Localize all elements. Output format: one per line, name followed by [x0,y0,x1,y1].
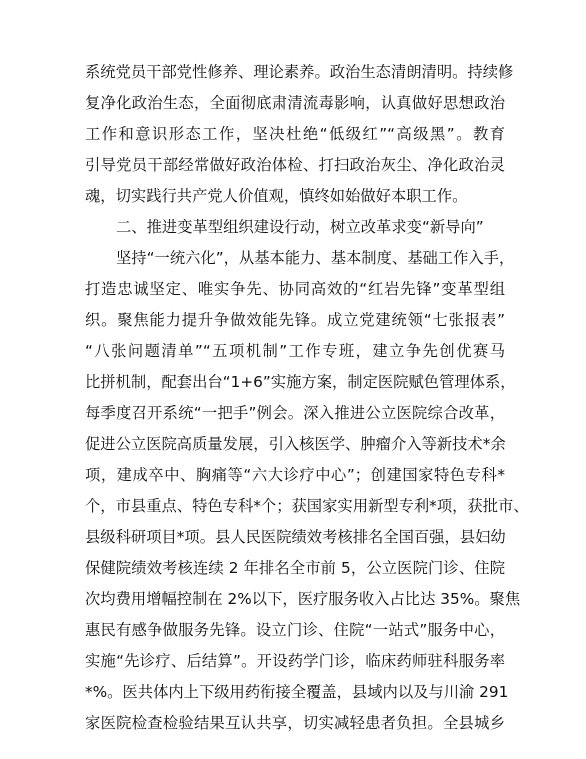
paragraph-line: “八张问题清单”“五项机制”工作专班，建立争先创优赛马 [85,342,505,360]
paragraph-line: 次均费用增幅控制在 2%以下，医疗服务收入占比达 35%。聚焦 [85,590,521,608]
paragraph-line: 实施“先诊疗、后结算”。开设药学门诊，临床药师驻科服务率 [85,652,505,670]
paragraph-line: 比拼机制，配套出台“1+6”实施方案，制定医院赋色管理体系， [85,373,516,391]
paragraph-line: 坚持“一统六化”，从基本能力、基本制度、基础工作入手， [116,249,515,267]
paragraph-line: 织。聚焦能力提升争做效能先锋。成立党建统领“七张报表” [85,311,505,329]
paragraph-line: 每季度召开系统“一把手”例会。深入推进公立医院综合改革， [85,404,505,422]
paragraph-line: 家医院检查检验结果互认共享，切实减轻患者负担。全县城乡 [85,714,505,732]
paragraph-line: 工作和意识形态工作，坚决杜绝“低级红”“高级黑”。教育 [85,125,505,143]
paragraph-line: 惠民有感争做服务先锋。设立门诊、住院“一站式”服务中心， [85,621,505,639]
paragraph-line: 魂，切实践行共产党人价值观，慎终如始做好本职工作。 [85,187,468,205]
paragraph-line: 个，市县重点、特色专科*个；获国家实用新型专利*项，获批市、 [85,497,529,515]
paragraph-line: 项，建成卒中、胸痛等“六大诊疗中心”；创建国家特色专科* [85,466,505,484]
section-heading: 二、推进变革型组织建设行动，树立改革求变“新导向” [116,218,484,236]
paragraph-line: 打造忠诚坚定、唯实争先、协同高效的“红岩先锋”变革型组 [85,280,505,298]
paragraph-line: 系统党员干部党性修养、理论素养。政治生态清朗清明。持续修 [85,63,514,81]
paragraph-line: 引导党员干部经常做好政治体检、打扫政治灰尘、净化政治灵 [85,156,505,174]
paragraph-line: 促进公立医院高质量发展，引入核医学、肿瘤介入等新技术*余 [85,435,506,453]
paragraph-line: 县级科研项目*项。县人民医院绩效考核排名全国百强，县妇幼 [85,528,506,546]
paragraph-line: 复净化政治生态，全面彻底肃清流毒影响，认真做好思想政治 [85,94,505,112]
paragraph-line: *%。医共体内上下级用药衔接全覆盖，县域内以及与川渝 291 [85,683,509,701]
paragraph-line: 保健院绩效考核连续 2 年排名全市前 5，公立医院门诊、住院 [85,559,505,577]
